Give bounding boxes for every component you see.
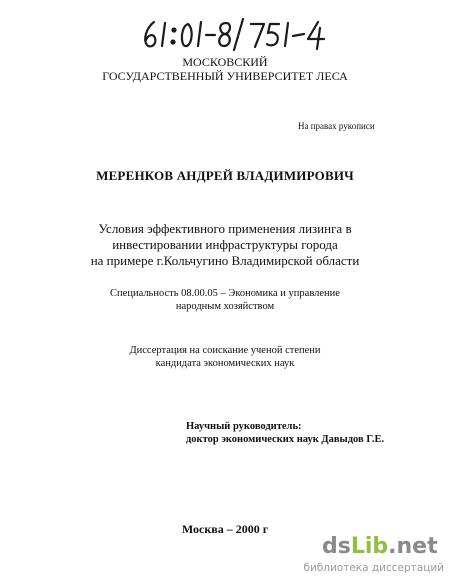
dslib-logo [322, 532, 442, 558]
specialty-line-1: Специальность 08.00.05 – Экономика и управление [110, 288, 340, 299]
degree-line-1: Диссертация на соискание ученой степени [129, 345, 321, 356]
svg-text:dsLib.net: dsLib.net [322, 534, 438, 558]
degree-line-2: кандидата экономических наук [155, 358, 295, 369]
handwritten-catalog-number [138, 12, 333, 58]
dissertation-title [0, 221, 450, 269]
supervisor-label: Научный руководитель: [186, 421, 302, 432]
university-line-1: МОСКОВСКИЙ [182, 55, 268, 69]
city-year: Москва – 2000 г [181, 522, 269, 536]
manuscript-rights-note: На правах рукописи [298, 121, 375, 131]
degree-statement [0, 344, 450, 370]
title-line-1: Условия эффективного применения лизинга в [98, 221, 352, 236]
university-line-2: ГОСУДАРСТВЕННЫЙ УНИВЕРСИТЕТ ЛЕСА [102, 69, 348, 83]
handwritten-stroke-art [138, 12, 333, 58]
supervisor-block [186, 420, 384, 446]
dslib-watermark[interactable] [294, 530, 444, 576]
supervisor-name: доктор экономических наук Давыдов Г.Е. [186, 434, 385, 445]
specialty-line-2: народным хозяйством [175, 301, 275, 312]
university-name [0, 55, 450, 83]
specialty-block [0, 287, 450, 313]
title-line-2: инвестировании инфраструктуры города [112, 237, 338, 252]
watermark-subtitle: библиотека диссертаций [303, 562, 444, 574]
title-line-3: на примере г.Кольчугино Владимирской области [90, 253, 360, 268]
author-name: МЕРЕНКОВ АНДРЕЙ ВЛАДИМИРОВИЧ [96, 168, 354, 183]
